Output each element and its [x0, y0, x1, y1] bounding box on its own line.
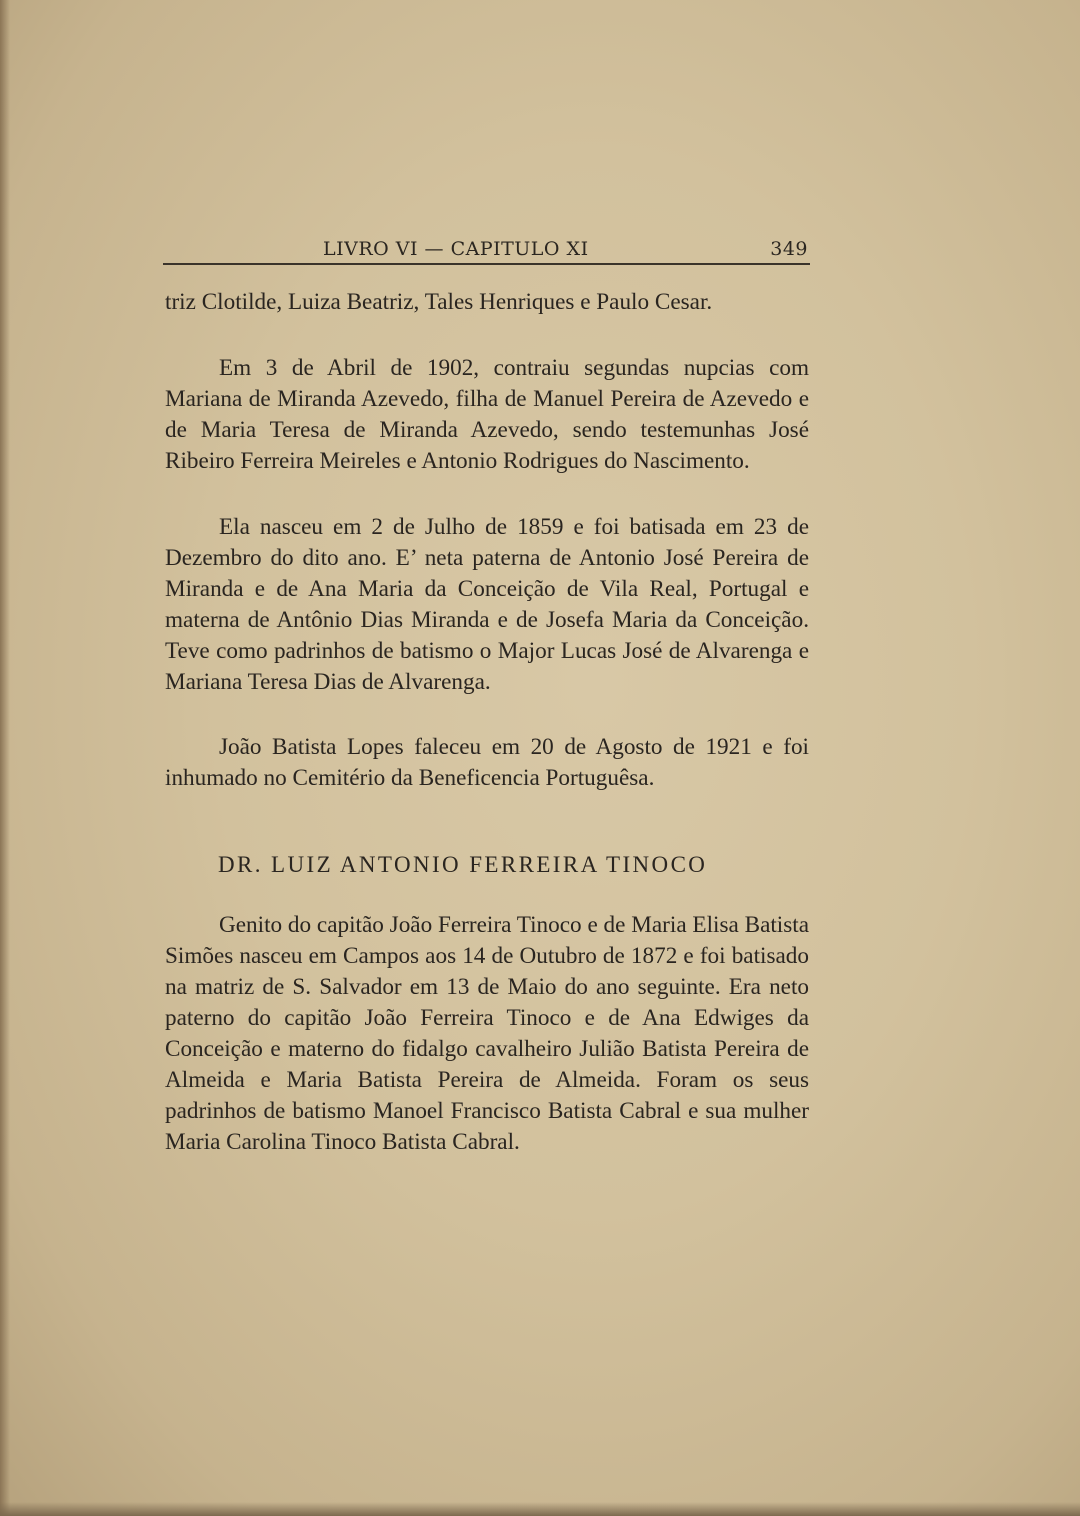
- paragraph-1: triz Clotilde, Luiza Beatriz, Tales Henriques e Paulo Cesar.: [165, 289, 713, 315]
- header-rule: [163, 263, 810, 265]
- paragraph-3: Ela nasceu em 2 de Julho de 1859 e foi batisada em 23 de Dezembro do dito ano. E’ neta paterna de Antonio José Pereira de Miranda e de Ana Maria da Conceição de Vila Real, Portugal e materna de Antônio Dias Miranda e de Josefa Maria da Conceição. Teve como padrinhos de batismo o Major Lucas José de Alvarenga e Mariana Teresa Dias de Alvarenga.: [165, 514, 809, 695]
- section-paragraph: Genito do capitão João Ferreira Tinoco e de Maria Elisa Batista Simões nasceu em Campos aos 14 de Outubro de 1872 e foi batisado na matriz de S. Salvador em 13 de Maio do ano seguinte. Era neto paterno do capitão João Ferreira Tinoco e de Ana Edwiges da Conceição e materno do fidalgo cavalheiro Julião Batista Pereira de Almeida e Maria Batista Pereira de Almeida. Foram os seus padrinhos de batismo Manoel Francisco Batista Cabral e sua mulher Maria Carolina Tinoco Batista Cabral.: [165, 912, 809, 1155]
- section-heading: DR. LUIZ ANTONIO FERREIRA TINOCO: [218, 852, 708, 877]
- paragraph-4: João Batista Lopes faleceu em 20 de Agosto de 1921 e foi inhumado no Cemitério da Beneficencia Portuguêsa.: [165, 734, 809, 791]
- page-bottom-shadow: [0, 1502, 1080, 1516]
- page-number: 349: [770, 238, 808, 260]
- paragraph-2: Em 3 de Abril de 1902, contraiu segundas nupcias com Mariana de Miranda Azevedo, filha de Manuel Pereira de Azevedo e de Maria Teresa de Miranda Azevedo, sendo testemunhas José Ribeiro Ferreira Meireles e Antonio Rodrigues do Nascimento.: [165, 355, 809, 474]
- running-header: [163, 234, 810, 266]
- chapter-title: LIVRO VI — CAPITULO XI: [323, 238, 589, 260]
- page-edge-shadow: [0, 0, 10, 1516]
